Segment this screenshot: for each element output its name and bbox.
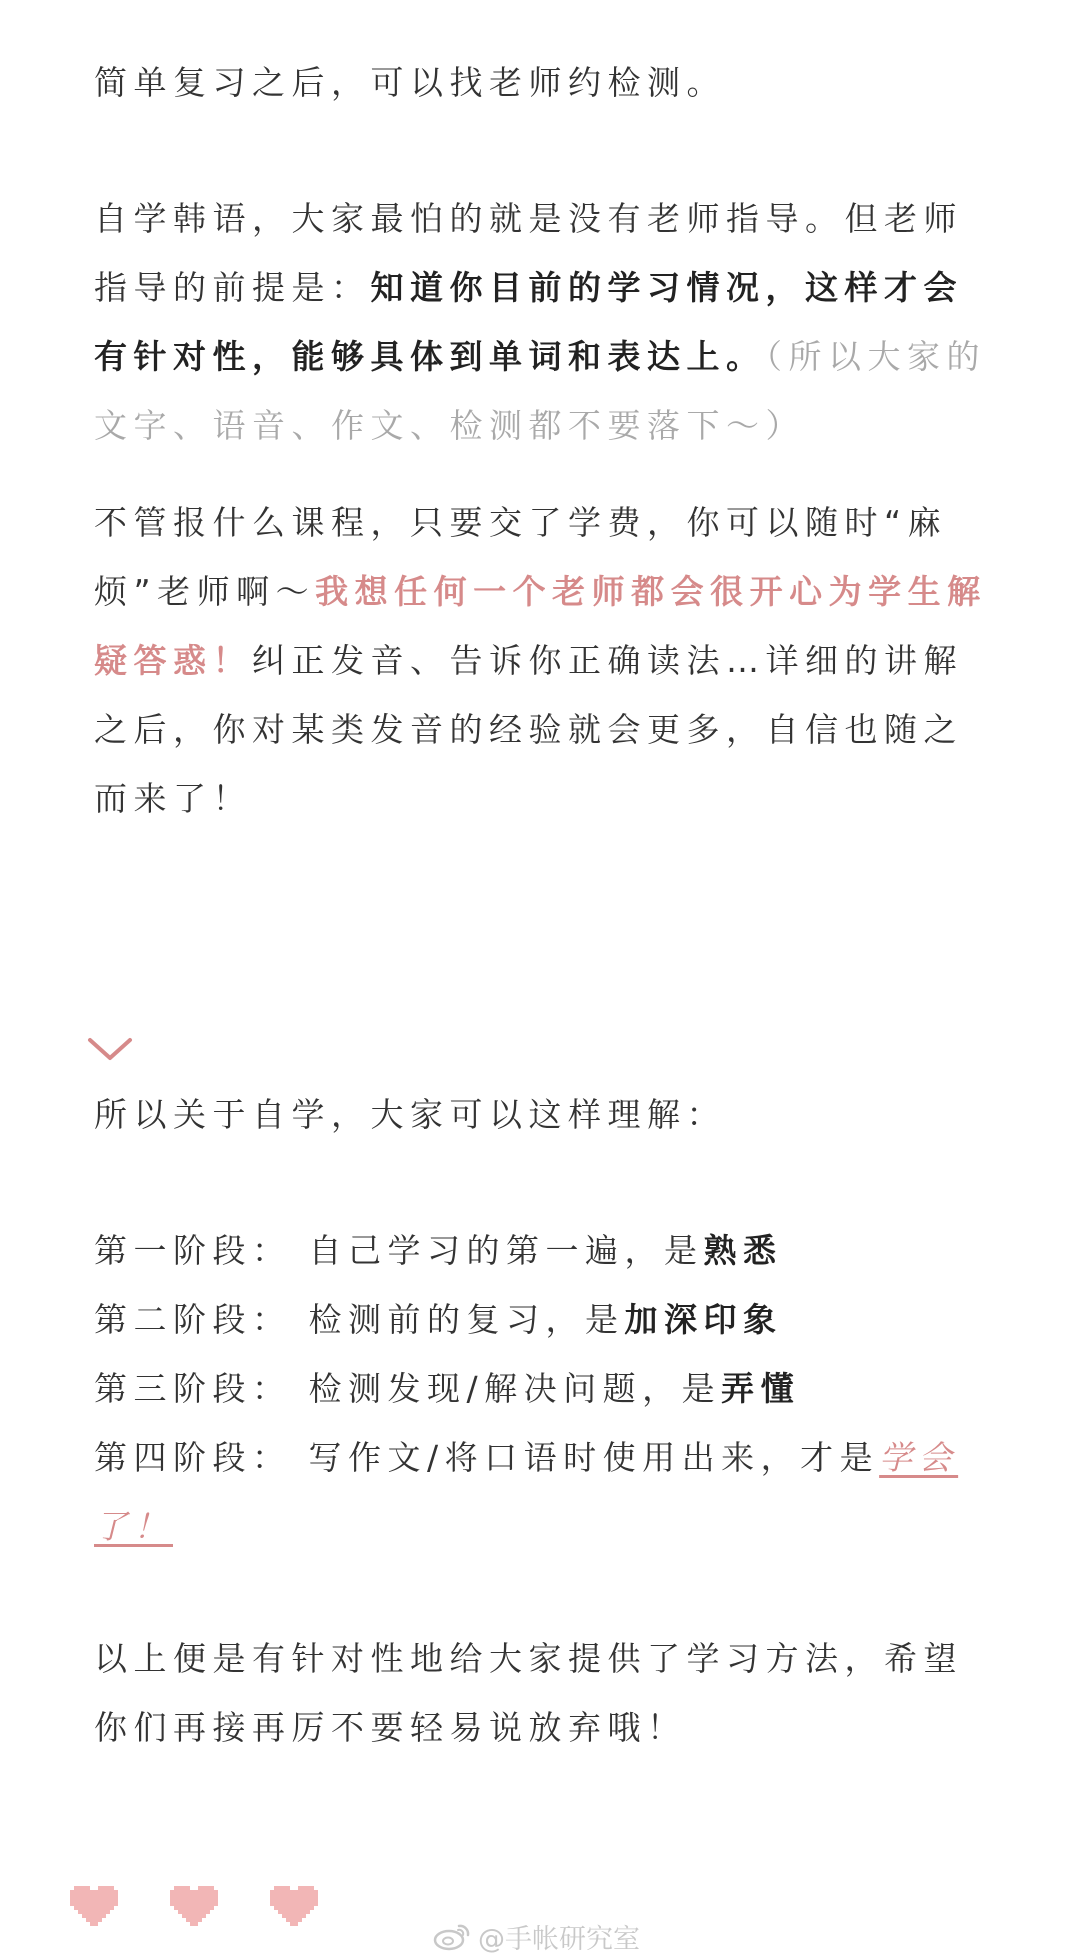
self-study-bold-text: 知道你目前的学习情况，这样才会有针对性，能够具体到单词和表达上。 [94, 268, 963, 376]
stage-text: 检测前的复习，是 [308, 1300, 625, 1339]
footer-hearts [70, 1882, 330, 1928]
teacher-pink-highlight: 我想任何一个老师都会很开心为学生解疑答惑！ [94, 572, 987, 680]
weibo-icon [432, 1920, 472, 1952]
teacher-normal-text-2: 纠正发音、告诉你正确读法…详细的讲解之后，你对某类发音的经验就会更多，自信也随之而来了！ [94, 641, 963, 818]
watermark [432, 1918, 640, 1954]
heart-icon [270, 1882, 318, 1926]
paragraph-review-text: 简单复习之后，可以找老师约检测。 [94, 63, 726, 102]
stage-emphasis-underlined: 学会了！ [94, 1438, 959, 1546]
stage-item [94, 1285, 994, 1354]
paragraph-closing [94, 1624, 994, 1762]
paragraph-self-study [94, 184, 994, 460]
watermark-text: @手帐研究室 [478, 1923, 640, 1955]
stage-item [94, 1423, 994, 1561]
closing-text: 以上便是有针对性地给大家提供了学习方法，希望你们再接再厉不要轻易说放弃哦！ [94, 1639, 963, 1747]
stage-label: 第四阶段： [94, 1438, 292, 1477]
stage-emphasis: 熟悉 [703, 1231, 783, 1270]
stages-list [94, 1216, 994, 1561]
teacher-normal-text-1: 不管报什么课程，只要交了学费，你可以随时“麻烦”老师啊～ [94, 503, 948, 611]
stage-item [94, 1354, 994, 1423]
self-study-normal-text: 自学韩语，大家最怕的就是没有老师指导。但老师指导的前提是： [94, 199, 963, 307]
stage-text: 自己学习的第一遍，是 [308, 1231, 704, 1270]
paragraph-review [94, 48, 994, 117]
stage-label: 第三阶段： [94, 1369, 292, 1408]
self-study-gray-note: （所以大家的文字、语音、作文、检测都不要落下～） [94, 337, 986, 445]
stage-label: 第一阶段： [94, 1231, 292, 1270]
paragraph-summary-intro [94, 1080, 994, 1149]
summary-intro-text: 所以关于自学，大家可以这样理解： [94, 1095, 726, 1134]
stage-text: 检测发现/解决问题，是 [308, 1369, 722, 1408]
paragraph-teacher [94, 488, 994, 833]
heart-icon [70, 1882, 118, 1926]
stage-item [94, 1216, 994, 1285]
chevron-down-icon [86, 1034, 134, 1064]
stage-text: 写作文/将口语时使用出来，才是 [308, 1438, 880, 1477]
stage-emphasis: 弄懂 [721, 1369, 801, 1408]
stage-label: 第二阶段： [94, 1300, 292, 1339]
heart-icon [170, 1882, 218, 1926]
stage-emphasis: 加深印象 [624, 1300, 783, 1339]
